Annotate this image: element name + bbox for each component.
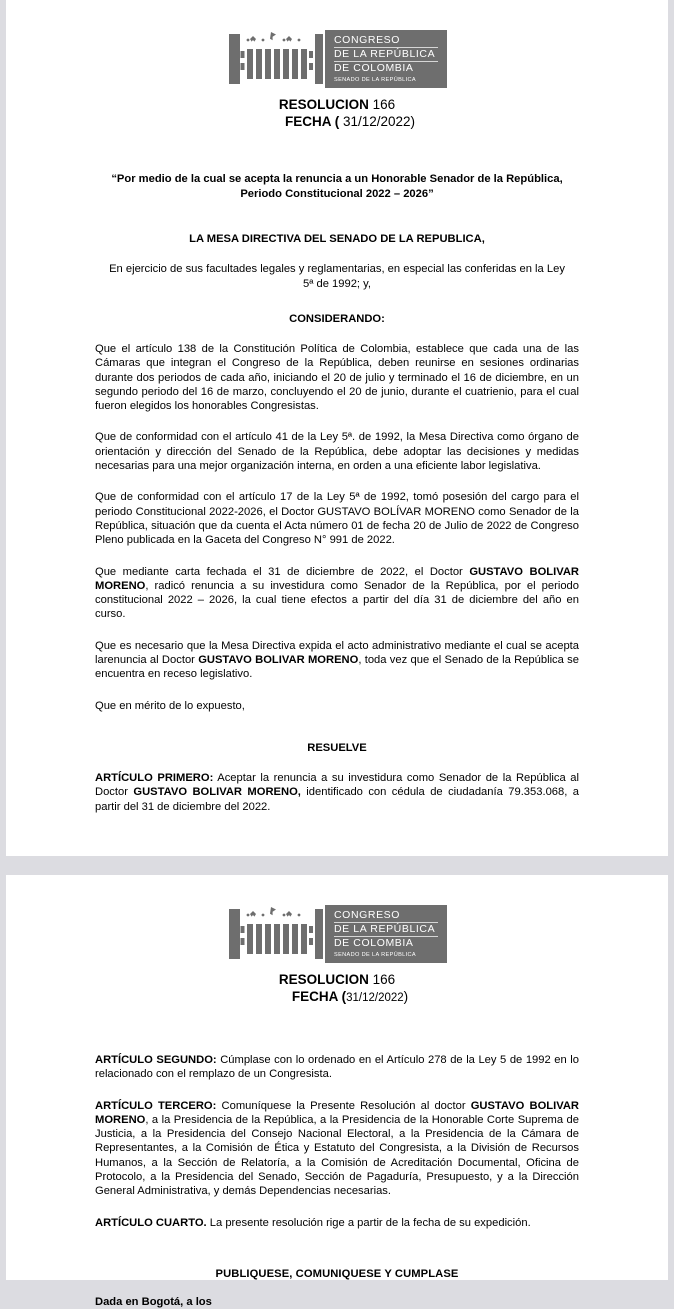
document-page-2 xyxy=(6,875,668,1308)
congress-logo-page-2 xyxy=(227,905,447,963)
logo-line-colombia: DE COLOMBIA xyxy=(334,61,414,74)
logo-line-congreso: CONGRESO xyxy=(334,34,438,48)
clipped-signature-line: Dada en Bogotá, a los xyxy=(95,1295,212,1308)
considerando-paragraph-4 xyxy=(95,565,579,622)
considerando-heading: CONSIDERANDO: xyxy=(289,313,385,325)
resolution-number-line-page-2 xyxy=(95,971,579,988)
fecha-value: 31/12/2022 xyxy=(346,992,404,1004)
resolution-heading-page-1 xyxy=(95,96,579,130)
considerando-4-text-b: , radicó renuncia a su investidura como Senador de la República, por el periodo constitucional 2022 – 2026, la cual tiene efectos a partir del día 31 de diciembre del año en curso. xyxy=(95,579,579,621)
facultades-text: En ejercicio de sus facultades legales y reglamentarias, en especial las conferidas en la Ley 5ª de 1992; y, xyxy=(109,263,565,290)
considerando-paragraph-1: Que el artículo 138 de la Constitución Política de Colombia, establece que cada una de las Cámaras que integran el Congreso de la República, deben reunirse en sesiones ordinarias durante dos periodos de cada año, iniciando el 20 de julio y terminado el 16 de diciembre, en un segundo periodo del 16 de marzo, concluyendo el 20 de junio, durante el cuatrienio, para el cual fueron elegidos los honorables Congresistas. xyxy=(95,343,579,413)
senator-name-bold-4: GUSTAVO BOLIVAR MORENO xyxy=(95,1099,580,1126)
page-1-content xyxy=(95,30,579,814)
articulo-segundo xyxy=(95,1053,579,1082)
articulo-primero xyxy=(95,771,579,814)
articulo-cuarto-text: La presente resolución rige a partir de la fecha de su expedición. xyxy=(206,1216,531,1229)
fecha-label: FECHA ( xyxy=(284,114,340,129)
page-2-content xyxy=(95,905,580,1308)
articulo-primero-text-b: identificado con cédula de ciudadanía 79.353.068, a partir del 31 de diciembre del 2022. xyxy=(95,786,579,813)
mesa-directiva-heading: LA MESA DIRECTIVA DEL SENADO DE LA REPUBLICA, xyxy=(189,233,485,245)
logo-line-republica: DE LA REPÚBLICA xyxy=(334,923,438,937)
resolution-number-line xyxy=(95,96,579,113)
resolucion-number: 166 xyxy=(372,972,396,987)
congress-logo xyxy=(227,30,447,88)
merito-paragraph: Que en mérito de lo expuesto, xyxy=(95,699,245,712)
resuelve-heading: RESUELVE xyxy=(307,741,367,754)
senator-name-bold-1: GUSTAVO BOLIVAR MORENO xyxy=(95,565,580,592)
fecha-label: FECHA ( xyxy=(291,989,347,1004)
resolucion-label: RESOLUCION xyxy=(278,97,369,112)
resolucion-label: RESOLUCION xyxy=(278,972,369,987)
articulo-tercero-label: ARTÍCULO TERCERO: xyxy=(95,1099,217,1112)
fecha-close-paren: ) xyxy=(403,989,409,1004)
fecha-value: 31/12/2022) xyxy=(342,114,416,129)
publiquese-heading: PUBLIQUESE, COMUNIQUESE Y CUMPLASE xyxy=(215,1267,459,1280)
senator-name-bold-3: GUSTAVO BOLIVAR MORENO, xyxy=(133,786,301,799)
document-page-1 xyxy=(6,0,668,856)
articulo-cuarto-label: ARTÍCULO CUARTO. xyxy=(95,1216,207,1229)
logo-line-congreso: CONGRESO xyxy=(334,909,438,923)
logo-subtitle-senado: SENADO DE LA REPÚBLICA xyxy=(334,77,416,84)
colombian-capitol-columns-icon xyxy=(227,30,325,88)
resolution-date-line xyxy=(95,113,579,130)
logo-nameplate-page-2 xyxy=(325,905,447,963)
articulo-segundo-label: ARTÍCULO SEGUNDO: xyxy=(95,1054,217,1066)
articulo-tercero-text-a: Comuníquese la Presente Resolución al doctor xyxy=(216,1099,471,1112)
logo-subtitle-senado: SENADO DE LA REPÚBLICA xyxy=(334,952,416,959)
resolution-date-line-page-2 xyxy=(95,988,579,1007)
colombian-capitol-columns-icon xyxy=(227,905,325,963)
considerando-5-text-a: Que es necesario que la Mesa Directiva expida el acto administrativo mediante el cual se acepta larenuncia al Doctor xyxy=(95,639,579,667)
resolucion-number: 166 xyxy=(372,97,396,112)
logo-line-colombia: DE COLOMBIA xyxy=(334,936,414,949)
considerando-4-text-a: Que mediante carta fechada el 31 de diciembre de 2022, el Doctor xyxy=(95,565,470,578)
considerando-paragraph-3: Que de conformidad con el artículo 17 de la Ley 5ª de 1992, tomó posesión del cargo para el periodo Constitucional 2022-2026, el Doctor GUSTAVO BOLÍVAR MORENO como Senador de la República, situación que da cuenta el Acta número 01 de fecha 20 de Julio de 2022 de Congreso Pleno publicada en la Gaceta del Congreso N° 991 de 2022. xyxy=(95,491,579,547)
articulo-primero-text-a: Aceptar la renuncia a su investidura como Senador de la República al Doctor xyxy=(95,771,579,799)
considerando-paragraph-2: Que de conformidad con el artículo 41 de la Ley 5ª. de 1992, la Mesa Directiva como órgano de orientación y dirección del Senado de la República, debe adoptar las decisiones y medidas necesarias para una mejor organización interna, en orden a una eficiente labor legislativa. xyxy=(95,431,579,473)
resolution-heading-page-2 xyxy=(95,971,579,1007)
articulo-tercero-text-b: , a la Presidencia de la República, a la Presidencia de la Honorable Corte Suprema de Justicia, a la Presidencia del Consejo Nacional Electoral, a la Presidencia de la Cámara de Representantes, a la Comisión de Ética y Estatuto del Congresista, a la División de Recursos Humanos, a la Sección de Relatoría, a la Comisión de Acreditación Documental, Oficina de Protocolo, a la Presidencia del Senado, Sección de Pagaduría, Presupuesto, y a la Dirección General Administrativa, y demás Dependencias necesarias. xyxy=(95,1113,579,1198)
letterhead-page-2 xyxy=(95,905,579,963)
articulo-segundo-text: Cúmplase con lo ordenado en el Artículo 278 de la Ley 5 de 1992 en lo relacionado con el remplazo de un Congresista. xyxy=(95,1054,579,1081)
senator-name-bold-2: GUSTAVO BOLIVAR MORENO xyxy=(198,654,359,667)
logo-nameplate xyxy=(325,30,447,88)
articulo-primero-label: ARTÍCULO PRIMERO: xyxy=(95,771,214,784)
logo-line-republica: DE LA REPÚBLICA xyxy=(334,48,438,62)
considerando-5-text-b: , toda vez que el Senado de la República se encuentra en receso legislativo. xyxy=(95,654,579,681)
articulo-cuarto xyxy=(95,1216,579,1230)
articulo-tercero xyxy=(95,1099,579,1199)
letterhead xyxy=(95,30,579,88)
page-title: “Por medio de la cual se acepta la renuncia a un Honorable Senador de la República, Periodo Constitucional 2022 – 2026” xyxy=(111,173,563,200)
considerando-paragraph-5 xyxy=(95,639,579,682)
